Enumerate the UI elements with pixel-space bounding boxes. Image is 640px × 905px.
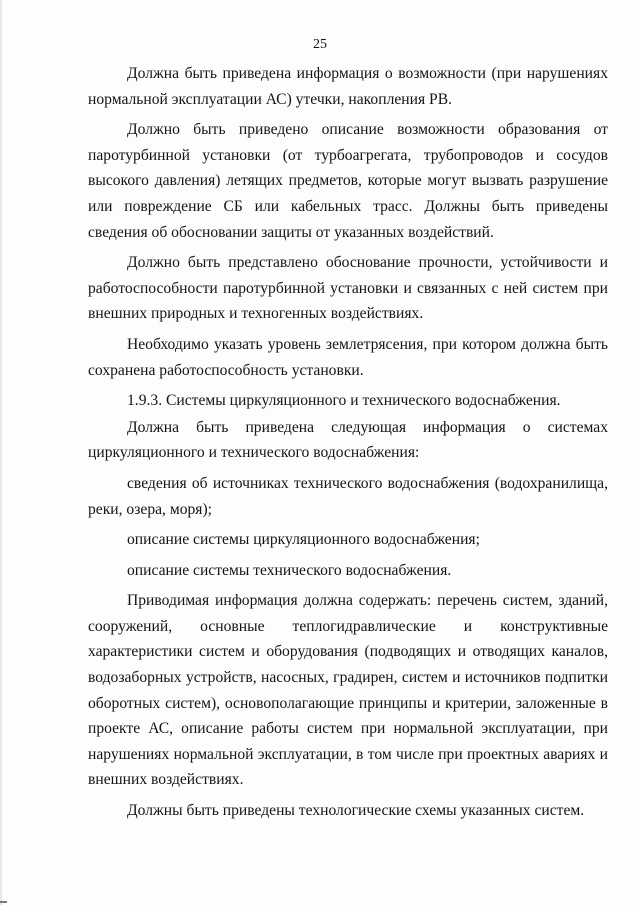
section-heading-1-9-3: 1.9.3. Системы циркуляционного и технического водоснабжения. [127,392,561,410]
paragraph-strength-justification: Должно быть представлено обоснование прочности, устойчивости и работоспособности паротурбинной установки и связанных с ней систем при внешних природных и техногенных воздействиях. [88,254,608,323]
scan-edge [0,0,2,905]
paragraph-content-requirements: Приводимая информация должна содержать: перечень систем, зданий, сооружений, основные теплогидравлические и конструктивные характеристики систем и оборудования (подводящих и отводящих каналов, водозаборных устройств, насосных, градирен, систем и источников подпитки оборотных систем), основополагающие принципы и критерии, заложенные в проекте АС, описание работы систем при нормальной эксплуатации, при нарушениях нормальной эксплуатации, в том числе при проектных авариях и внешних воздействиях. [88,592,608,789]
paragraph-process-diagrams: Должны быть приведены технологические схемы указанных систем. [127,802,585,820]
document-body [88,61,608,829]
paragraph-leak-info: Должна быть приведена информация о возможности (при нарушениях нормальной эксплуатации АС) утечки, накопления РВ. [88,65,608,108]
paragraph-required-info: Должна быть приведена следующая информация о системах циркуляционного и технического водоснабжения: [88,418,608,462]
paragraph-earthquake-level: Необходимо указать уровень землетрясения, при котором должна быть сохранена работоспособность установки. [88,335,608,379]
paragraph-flying-objects: Должно быть приведено описание возможности образования от паротурбинной установки (от турбоагрегата, трубопроводов и сосудов высокого давления) летящих предметов, которые могут вызвать разрушение или повреждение СБ или кабельных трасс. Должны быть приведены сведения об обосновании защиты от указанных воздействий. [88,121,608,241]
list-item-water-sources: сведения об источниках технического водоснабжения (водохранилища, реки, озера, моря); [88,474,608,518]
page-number: 25 [313,37,327,52]
list-item-circulation-system: описание системы циркуляционного водоснабжения; [127,531,480,549]
scan-mark [0,901,7,903]
list-item-technical-system: описание системы технического водоснабжения. [127,561,452,579]
